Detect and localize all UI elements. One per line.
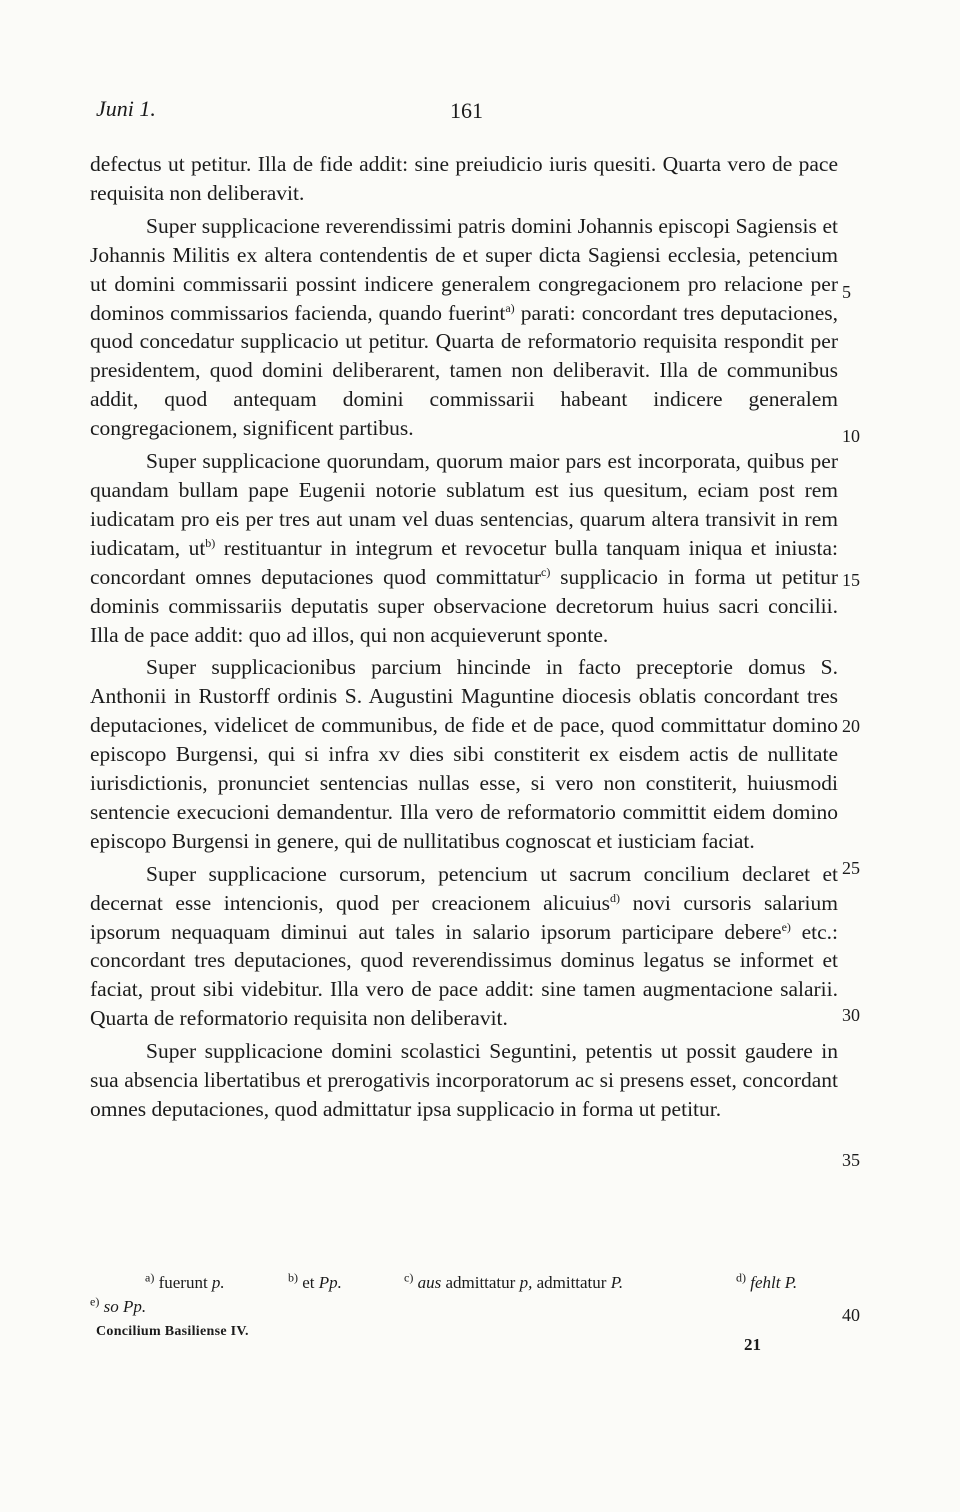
paragraph-4: Super supplicacionibus parcium hincinde in facto preceptorie domus S. Anthonii in Rustorff ordinis S. Augustini Maguntine diocesis oblatis concordant tres deputaciones, videlicet de communibus, de fide et de pace, quod committatur domino episcopo Burgensi, qui si infra xv dies sibi constiterit ex eisdem actis de nullitate iurisdictionis, pronunciet sentencias nullas esse, si vero non constiterit, huiusmodi sentencie execucioni demandentur. Illa vero de reformatorio committit eidem domino episcopo Burgensi in genere, qui de nullitatibus cognoscat et iusticiam faciat. (90, 655, 838, 853)
footnote-text-italic: so Pp. (103, 1297, 147, 1316)
paragraph-1: defectus ut petitur. Illa de fide addit: sine preiudicio iuris quesiti. Quarta vero de pace requisita non deliberavit. (90, 152, 838, 205)
footnote-text-italic: p. (211, 1273, 225, 1292)
footnote-text: admittatur (532, 1273, 611, 1292)
footnote-mark: d) (736, 1270, 746, 1285)
line-number: 10 (842, 426, 860, 446)
main-text (90, 150, 838, 1128)
paragraph-2 (90, 212, 838, 443)
line-number: 25 (842, 858, 860, 878)
text-segment: novi cursoris salarium ipsorum nequaquam diminui aut tales in salario ipsorum participare debere (90, 890, 838, 944)
footnote-ref-d: d) (610, 890, 621, 905)
footnote-text-italic: fehlt P. (750, 1273, 798, 1292)
paragraph-5 (90, 860, 838, 1033)
footnote-c (404, 1270, 624, 1293)
footnote-b (288, 1270, 342, 1293)
paragraph-6: Super supplicacione domini scolastici Seguntini, petentis ut possit gaudere in sua absencia libertatibus et prerogativis incorporatorum ac si presens esset, concordant omnes deputaciones, quod admittatur ipsa supplicacio in forma ut petitur. (90, 1039, 838, 1121)
footnote-text-italic: P. (610, 1273, 624, 1292)
text-segment: etc.: concordant tres deputaciones, quod reverendissimus dominus legatus se informet et faciat, prout sibi videbitur. Illa vero de pace addit: sine tamen augmentacione salarii. Quarta de reformatorio requisita non deliberavit. (90, 919, 838, 1031)
footnote-ref-a: a) (505, 300, 515, 315)
footnote-d (736, 1270, 798, 1293)
footnote-text: et (302, 1273, 319, 1292)
footnote-a (145, 1270, 225, 1293)
footnote-ref-e: e) (781, 919, 791, 934)
text-segment: parati: concordant tres deputaciones, quod concedatur supplicacio ut petitur. Quarta de reformatorio requisita respondit per presidentem, quod domini deliberarent, tamen non deliberavit. Illa de communibus addit, quod antequam domini commissarii habeant indicere generalem congregacionem, significent partibus. (90, 300, 838, 441)
footnote-text-italic: Pp. (318, 1273, 342, 1292)
line-number: 35 (842, 1150, 860, 1170)
footnote-text: admittatur (441, 1273, 520, 1292)
page-number: 161 (450, 98, 483, 123)
footnote-mark: b) (288, 1270, 298, 1285)
line-number: 15 (842, 570, 860, 590)
footnote-mark: a) (145, 1270, 155, 1285)
footnote-mark: c) (404, 1270, 414, 1285)
signature-line: Concilium Basiliense IV. (96, 1324, 249, 1339)
footnote-ref-c: c) (541, 564, 551, 579)
footnote-mark: e) (90, 1294, 100, 1309)
text-segment: Super supplicacione quorundam, quorum maior pars est incorporata, quibus per quandam bullam pape Eugenii notorie sublatum est ius quesitum, eciam post rem iudicatam pro eis per tres aut unam vel duas sentencias, quarum altera transivit in rem iudicatam, ut (90, 449, 838, 560)
footnote-text: fuerunt (158, 1273, 212, 1292)
text-segment: restituantur in integrum et revocetur bulla tanquam iniqua et iniusta: concordant omnes deputaciones quod committatur (90, 535, 839, 589)
footnote-text-italic: p, (519, 1273, 533, 1292)
footnote-ref-b: b) (205, 535, 216, 550)
line-number: 30 (842, 1005, 860, 1025)
line-number: 20 (842, 716, 860, 736)
running-head-date: Juni 1. (96, 96, 156, 121)
line-number: 40 (842, 1305, 860, 1325)
footnote-text-italic: aus (417, 1273, 442, 1292)
line-number: 5 (842, 282, 851, 302)
sheet-number: 21 (744, 1335, 761, 1354)
text-segment: supplicacio in forma ut petitur dominis commissariis deputatis super observacione decretorum huius sacri concilii. Illa de pace addit: quo ad illos, qui non acquieverunt sponte. (90, 564, 838, 647)
text-segment: Super supplicacione reverendissimi patris domini Johannis episcopi Sagiensis et Johannis Militis ex altera contendentis de et super dicta Sagiensi ecclesia, petencium ut domini commissarii possint indicere generalem congregacionem pro relacione per dominos commissarios facienda, quando fuerint (90, 213, 838, 325)
paragraph-3 (90, 447, 838, 649)
footnote-e (90, 1294, 147, 1317)
text-segment: Super supplicacione cursorum, petencium ut sacrum concilium declaret et decernat esse intencionis, quod per creacionem alicuius (90, 861, 838, 915)
